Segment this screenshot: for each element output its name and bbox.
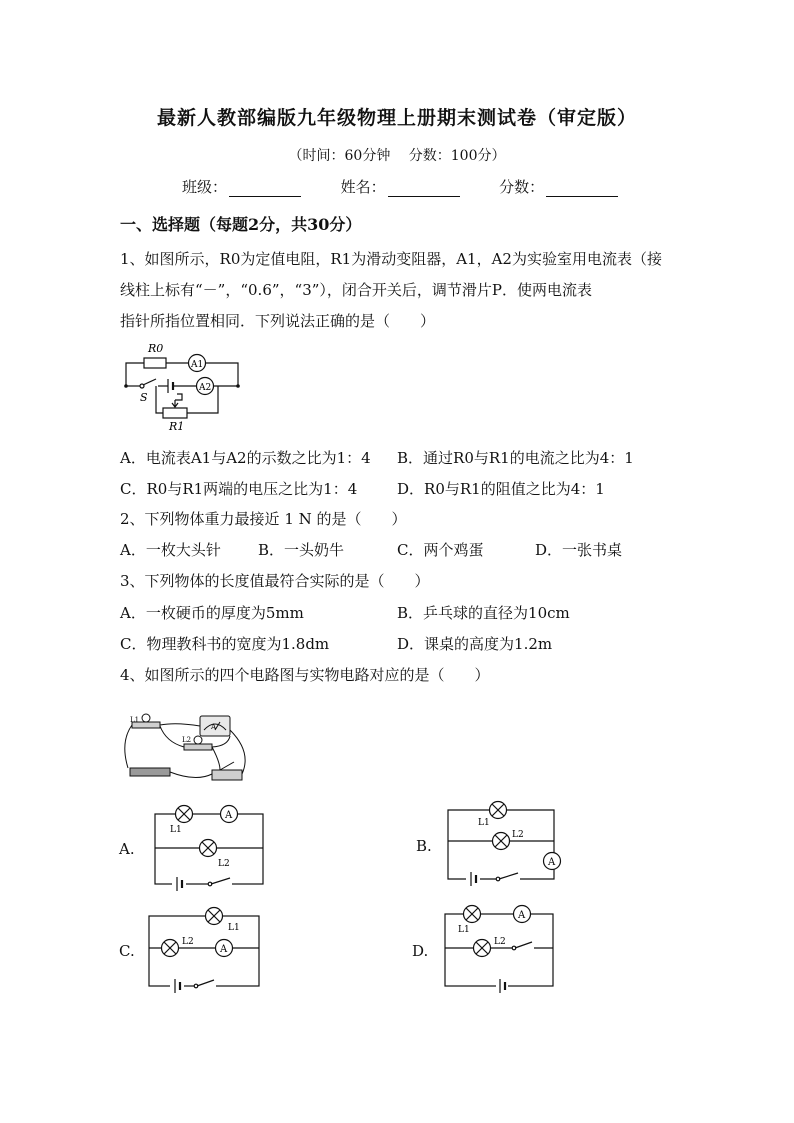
q4-stem: 4、如图所示的四个电路图与实物电路对应的是（ ） (120, 666, 490, 684)
q3-option-a[interactable]: A．一枚硬币的厚度为5mm (120, 604, 304, 622)
opt-b-l1: L1 (478, 818, 490, 828)
q4-option-a-circuit (150, 800, 268, 892)
q4-option-d-circuit (440, 902, 558, 998)
q4-option-b-circuit (440, 795, 568, 891)
q4-option-d-label[interactable]: D. (412, 942, 429, 960)
q4-physical-circuit (116, 712, 254, 794)
physical-ammeter-label: A (211, 723, 217, 731)
name-label: 姓名： (340, 178, 386, 196)
q3-stem: 3、下列物体的长度值最符合实际的是（ ） (120, 572, 430, 590)
name-field[interactable] (388, 182, 460, 197)
class-field[interactable] (229, 182, 301, 197)
q4-option-c-circuit (144, 902, 264, 998)
physical-l1-label: L1 (130, 716, 140, 724)
q3-option-d[interactable]: D．课桌的高度为1.2m (397, 635, 553, 653)
student-info-row (182, 176, 618, 197)
q2-option-b[interactable]: B．一头奶牛 (258, 541, 345, 559)
q1-line-3: 指针所指位置相同．下列说法正确的是（ ） (120, 312, 436, 330)
opt-c-l2: L2 (182, 937, 194, 947)
q2-option-c[interactable]: C．两个鸡蛋 (397, 541, 484, 559)
opt-a-l1: L1 (170, 825, 182, 835)
a1-label: A1 (191, 360, 204, 370)
score-label: 分数： (499, 178, 545, 196)
r0-label: R0 (148, 342, 164, 355)
q3-option-c[interactable]: C．物理教科书的宽度为1.8dm (120, 635, 330, 653)
page-title: 最新人教部编版九年级物理上册期末测试卷（审定版） (156, 107, 637, 129)
q1-circuit-diagram (118, 338, 248, 433)
q1-line-1: 1、如图所示，R0为定值电阻，R1为滑动变阻器，A1，A2为实验室用电流表（接 (120, 250, 662, 268)
class-label: 班级： (182, 178, 228, 196)
opt-d-ammeter: A (518, 910, 526, 921)
q4-option-c-label[interactable]: C. (119, 942, 135, 960)
physical-l2-label: L2 (182, 736, 192, 744)
q1-option-c[interactable]: C．R0与R1两端的电压之比为1：4 (120, 480, 358, 498)
opt-d-l1: L1 (458, 925, 470, 935)
q1-line-2: 线柱上标有“－”，“0.6”，“3”），闭合开关后，调节滑片P．使两电流表 (120, 281, 593, 299)
opt-a-l2: L2 (218, 859, 230, 869)
score-field[interactable] (546, 182, 618, 197)
opt-d-l2: L2 (494, 937, 506, 947)
r1-label: R1 (169, 420, 185, 433)
q4-option-a-label[interactable]: A. (119, 840, 135, 858)
exam-meta: （时间：60分钟 分数：100分） (288, 148, 506, 164)
opt-c-ammeter: A (220, 944, 228, 955)
q1-option-a[interactable]: A．电流表A1与A2的示数之比为1：4 (120, 449, 371, 467)
switch-label: S (140, 391, 148, 404)
q1-option-d[interactable]: D．R0与R1的阻值之比为4：1 (397, 480, 605, 498)
opt-b-ammeter: A (548, 857, 556, 868)
section-heading: 一、选择题（每题2分，共30分） (120, 215, 362, 234)
opt-c-l1: L1 (228, 923, 240, 933)
q1-option-b[interactable]: B．通过R0与R1的电流之比为4：1 (397, 449, 634, 467)
opt-b-l2: L2 (512, 830, 524, 840)
q4-option-b-label[interactable]: B. (416, 837, 432, 855)
a2-label: A2 (199, 383, 212, 393)
q2-option-d[interactable]: D．一张书桌 (535, 541, 623, 559)
opt-a-ammeter: A (225, 810, 233, 821)
q2-option-a[interactable]: A．一枚大头针 (120, 541, 221, 559)
q3-option-b[interactable]: B．乒乓球的直径为10cm (397, 604, 570, 622)
q2-stem: 2、下列物体重力最接近 1 N 的是（ ） (120, 510, 407, 528)
